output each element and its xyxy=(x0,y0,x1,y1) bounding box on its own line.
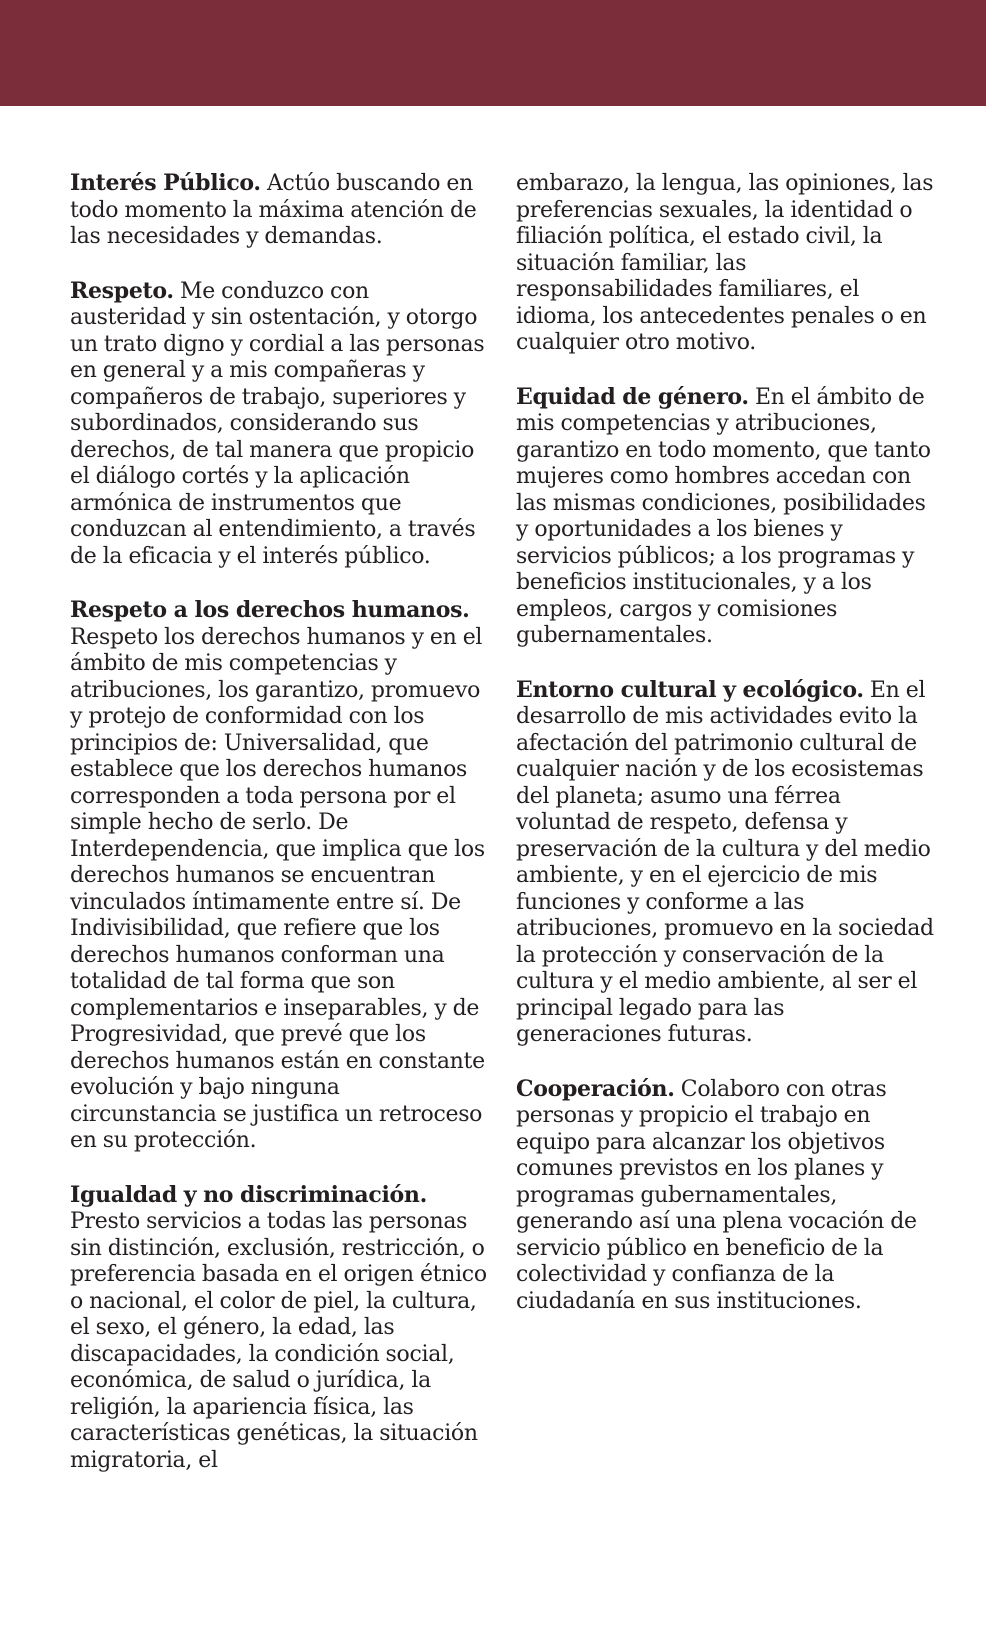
section-heading: Entorno cultural y ecológico. xyxy=(516,676,864,703)
section-respeto xyxy=(70,278,488,571)
section-body: Me conduzco con austeridad y sin ostentación, y otorgo un trato digno y cordial a las personas en general y a mis compañeras y compañeros de trabajo, superiores y subordinados, considerando sus derechos, de tal manera que propicio el diálogo cortés y la aplicación armónica de instrumentos que conduzcan al entendimiento, a través de la eficacia y el interés público. xyxy=(70,278,485,569)
section-body: Presto servicios a todas las personas sin distinción, exclusión, restricción, o preferencia basada en el origen étnico o nacional, el color de piel, la cultura, el sexo, el género, la edad, las discapacidades, la condición social, económica, de salud o jurídica, la religión, la apariencia física, las características genéticas, la situación migratoria, el xyxy=(70,1209,487,1473)
section-body: Colaboro con otras personas y propicio el trabajo en equipo para alcanzar los objetivos comunes previstos en los planes y programas gubernamentales, generando así una plena vocación de servicio público en beneficio de la colectividad y confianza de la ciudadanía en sus instituciones. xyxy=(516,1076,917,1314)
section-cooperacion xyxy=(516,1076,934,1316)
section-heading: Respeto a los derechos humanos. xyxy=(70,597,470,623)
section-interes-publico xyxy=(70,170,488,251)
section-respeto-derechos-humanos xyxy=(70,597,488,1155)
section-igualdad-no-discriminacion xyxy=(70,1182,488,1475)
section-body: En el ámbito de mis competencias y atribuciones, garantizo en todo momento, que tanto mujeres como hombres accedan con las mismas condiciones, posibilidades y oportunidades a los bienes y servicios públicos; a los programas y beneficios institucionales, y a los empleos, cargos y comisiones gubernamentales. xyxy=(516,384,931,648)
column-left xyxy=(70,170,488,1501)
section-heading: Cooperación. xyxy=(516,1075,675,1102)
section-heading: Equidad de género. xyxy=(516,383,749,410)
section-heading: Igualdad y no discriminación. xyxy=(70,1181,427,1208)
section-body: embarazo, la lengua, las opiniones, las preferencias sexuales, la identidad o filiación política, el estado civil, la situación familiar, las responsabilidades familiares, el idioma, los antecedentes penales o en cualquier otro motivo. xyxy=(516,171,934,355)
column-right xyxy=(516,170,934,1501)
header-bar xyxy=(0,0,986,106)
section-body: Respeto los derechos humanos y en el ámbito de mis competencias y atribuciones, los garantizo, promuevo y protejo de conformidad con los principios de: Universalidad, que establece que los derechos humanos corresponden a toda persona por el simple hecho de serlo. De Interdependencia, que implica que los derechos humanos se encuentran vinculados íntimamente entre sí. De Indivisibilidad, que refiere que los derechos humanos conforman una totalidad de tal forma que son complementarios e inseparables, y de Progresividad, que prevé que los derechos humanos están en constante evolución y bajo ninguna circunstancia se justifica un retroceso en su protección. xyxy=(70,624,485,1153)
section-igualdad-continuacion xyxy=(516,170,934,357)
section-body: En el desarrollo de mis actividades evito la afectación del patrimonio cultural de cualquier nación y de los ecosistemas del planeta; asumo una férrea voluntad de respeto, defensa y preservación de la cultura y del medio ambiente, y en el ejercicio de mis funciones y conforme a las atribuciones, promuevo en la sociedad la protección y conservación de la cultura y el medio ambiente, al ser el principal legado para las generaciones futuras. xyxy=(516,677,934,1047)
section-body: Actúo buscando en todo momento la máxima atención de las necesidades y demandas. xyxy=(70,171,477,249)
section-heading: Respeto. xyxy=(70,277,174,304)
section-heading: Interés Público. xyxy=(70,170,261,196)
section-equidad-de-genero xyxy=(516,384,934,650)
section-entorno-cultural-ecologico xyxy=(516,677,934,1049)
content-columns xyxy=(70,170,934,1501)
